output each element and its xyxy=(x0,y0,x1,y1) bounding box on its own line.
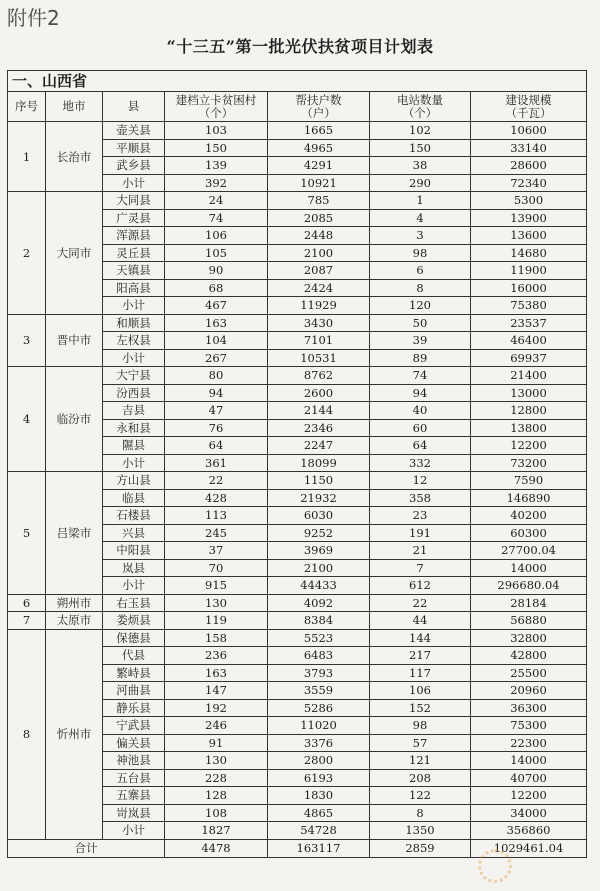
cell-villages: 70 xyxy=(165,559,268,577)
row-county: 娄烦县 xyxy=(103,612,165,630)
cell-households: 5523 xyxy=(268,629,370,647)
row-county: 五寨县 xyxy=(103,787,165,805)
cell-households: 1665 xyxy=(268,122,370,140)
subtotal-label: 小计 xyxy=(103,822,165,840)
row-county: 武乡县 xyxy=(103,157,165,175)
cell-scale: 28600 xyxy=(471,157,587,175)
row-county: 和顺县 xyxy=(103,314,165,332)
cell-households: 2085 xyxy=(268,209,370,227)
cell-households: 9252 xyxy=(268,524,370,542)
row-seq: 2 xyxy=(8,192,46,315)
cell-scale: 5300 xyxy=(471,192,587,210)
row-county: 岢岚县 xyxy=(103,804,165,822)
cell-stations: 117 xyxy=(370,664,471,682)
table-row xyxy=(8,367,587,385)
cell-villages: 119 xyxy=(165,612,268,630)
cell-households: 1830 xyxy=(268,787,370,805)
cell-households: 3559 xyxy=(268,682,370,700)
cell-stations: 191 xyxy=(370,524,471,542)
cell-households: 2346 xyxy=(268,419,370,437)
cell-households: 10531 xyxy=(268,349,370,367)
cell-stations: 6 xyxy=(370,262,471,280)
header-villages xyxy=(165,92,268,122)
cell-villages: 94 xyxy=(165,384,268,402)
row-county: 左权县 xyxy=(103,332,165,350)
cell-villages: 74 xyxy=(165,209,268,227)
cell-villages: 267 xyxy=(165,349,268,367)
province-heading: 一、山西省 xyxy=(8,71,587,92)
cell-households: 2087 xyxy=(268,262,370,280)
cell-scale: 27700.04 xyxy=(471,542,587,560)
cell-scale: 69937 xyxy=(471,349,587,367)
total-households: 163117 xyxy=(268,839,370,857)
cell-stations: 332 xyxy=(370,454,471,472)
attachment-label: 附件2 xyxy=(7,6,60,30)
row-county: 阳高县 xyxy=(103,279,165,297)
total-villages: 4478 xyxy=(165,839,268,857)
cell-households: 2800 xyxy=(268,752,370,770)
cell-scale: 75380 xyxy=(471,297,587,315)
row-county: 偏关县 xyxy=(103,734,165,752)
row-county: 隰县 xyxy=(103,437,165,455)
header-households xyxy=(268,92,370,122)
cell-scale: 146890 xyxy=(471,489,587,507)
row-seq: 7 xyxy=(8,612,46,630)
cell-scale: 12200 xyxy=(471,787,587,805)
cell-scale: 13800 xyxy=(471,419,587,437)
cell-households: 8762 xyxy=(268,367,370,385)
cell-stations: 22 xyxy=(370,594,471,612)
cell-villages: 103 xyxy=(165,122,268,140)
cell-villages: 108 xyxy=(165,804,268,822)
cell-scale: 13600 xyxy=(471,227,587,245)
row-county: 静乐县 xyxy=(103,699,165,717)
row-county: 中阳县 xyxy=(103,542,165,560)
cell-stations: 50 xyxy=(370,314,471,332)
cell-scale: 46400 xyxy=(471,332,587,350)
cell-households: 5286 xyxy=(268,699,370,717)
row-county: 五台县 xyxy=(103,769,165,787)
cell-households: 6483 xyxy=(268,647,370,665)
total-label: 合计 xyxy=(8,839,165,857)
row-city: 临汾市 xyxy=(46,367,103,472)
cell-households: 3969 xyxy=(268,542,370,560)
row-county: 汾西县 xyxy=(103,384,165,402)
cell-stations: 120 xyxy=(370,297,471,315)
cell-households: 7101 xyxy=(268,332,370,350)
cell-scale: 356860 xyxy=(471,822,587,840)
header-stations xyxy=(370,92,471,122)
row-county: 兴县 xyxy=(103,524,165,542)
cell-households: 4965 xyxy=(268,139,370,157)
header-stations-unit: （个） xyxy=(402,105,438,120)
row-county: 神池县 xyxy=(103,752,165,770)
cell-stations: 60 xyxy=(370,419,471,437)
cell-households: 2100 xyxy=(268,559,370,577)
table-row xyxy=(8,314,587,332)
cell-villages: 130 xyxy=(165,752,268,770)
cell-households: 11020 xyxy=(268,717,370,735)
cell-households: 1150 xyxy=(268,472,370,490)
cell-villages: 1827 xyxy=(165,822,268,840)
cell-villages: 228 xyxy=(165,769,268,787)
cell-villages: 64 xyxy=(165,437,268,455)
cell-stations: 64 xyxy=(370,437,471,455)
row-seq: 3 xyxy=(8,314,46,367)
cell-households: 6193 xyxy=(268,769,370,787)
table-row xyxy=(8,629,587,647)
cell-households: 785 xyxy=(268,192,370,210)
cell-households: 3376 xyxy=(268,734,370,752)
cell-villages: 245 xyxy=(165,524,268,542)
cell-villages: 467 xyxy=(165,297,268,315)
cell-stations: 152 xyxy=(370,699,471,717)
cell-scale: 23537 xyxy=(471,314,587,332)
cell-villages: 361 xyxy=(165,454,268,472)
row-county: 方山县 xyxy=(103,472,165,490)
cell-households: 6030 xyxy=(268,507,370,525)
cell-households: 18099 xyxy=(268,454,370,472)
cell-scale: 296680.04 xyxy=(471,577,587,595)
cell-villages: 113 xyxy=(165,507,268,525)
cell-stations: 217 xyxy=(370,647,471,665)
cell-stations: 106 xyxy=(370,682,471,700)
cell-villages: 91 xyxy=(165,734,268,752)
cell-villages: 246 xyxy=(165,717,268,735)
cell-households: 4092 xyxy=(268,594,370,612)
header-households-unit: （户） xyxy=(301,105,336,120)
document-title: “十三五”第一批光伏扶贫项目计划表 xyxy=(166,37,434,56)
subtotal-label: 小计 xyxy=(103,297,165,315)
cell-stations: 40 xyxy=(370,402,471,420)
cell-households: 2448 xyxy=(268,227,370,245)
cell-villages: 147 xyxy=(165,682,268,700)
table-header-row xyxy=(8,92,587,122)
cell-villages: 192 xyxy=(165,699,268,717)
row-city: 朔州市 xyxy=(46,594,103,612)
cell-villages: 163 xyxy=(165,664,268,682)
row-county: 永和县 xyxy=(103,419,165,437)
cell-villages: 158 xyxy=(165,629,268,647)
cell-households: 3793 xyxy=(268,664,370,682)
cell-stations: 358 xyxy=(370,489,471,507)
cell-households: 4865 xyxy=(268,804,370,822)
cell-villages: 915 xyxy=(165,577,268,595)
cell-scale: 7590 xyxy=(471,472,587,490)
cell-stations: 98 xyxy=(370,244,471,262)
cell-households: 10921 xyxy=(268,174,370,192)
subtotal-label: 小计 xyxy=(103,349,165,367)
cell-scale: 32800 xyxy=(471,629,587,647)
cell-stations: 38 xyxy=(370,157,471,175)
cell-villages: 163 xyxy=(165,314,268,332)
cell-scale: 28184 xyxy=(471,594,587,612)
subtotal-label: 小计 xyxy=(103,174,165,192)
row-city: 忻州市 xyxy=(46,629,103,839)
cell-stations: 121 xyxy=(370,752,471,770)
row-county: 大同县 xyxy=(103,192,165,210)
cell-stations: 23 xyxy=(370,507,471,525)
table-row xyxy=(8,192,587,210)
cell-stations: 57 xyxy=(370,734,471,752)
cell-households: 2247 xyxy=(268,437,370,455)
row-seq: 6 xyxy=(8,594,46,612)
row-county: 壶关县 xyxy=(103,122,165,140)
cell-stations: 8 xyxy=(370,804,471,822)
cell-stations: 74 xyxy=(370,367,471,385)
cell-scale: 40700 xyxy=(471,769,587,787)
header-county: 县 xyxy=(103,92,165,122)
cell-scale: 56880 xyxy=(471,612,587,630)
cell-stations: 122 xyxy=(370,787,471,805)
cell-stations: 612 xyxy=(370,577,471,595)
row-city: 太原市 xyxy=(46,612,103,630)
cell-villages: 47 xyxy=(165,402,268,420)
cell-households: 2144 xyxy=(268,402,370,420)
cell-households: 3430 xyxy=(268,314,370,332)
cell-scale: 20960 xyxy=(471,682,587,700)
cell-scale: 14680 xyxy=(471,244,587,262)
row-city: 大同市 xyxy=(46,192,103,315)
cell-scale: 73200 xyxy=(471,454,587,472)
row-county: 河曲县 xyxy=(103,682,165,700)
cell-scale: 14000 xyxy=(471,559,587,577)
row-seq: 5 xyxy=(8,472,46,595)
cell-scale: 40200 xyxy=(471,507,587,525)
row-county: 代县 xyxy=(103,647,165,665)
cell-households: 4291 xyxy=(268,157,370,175)
cell-scale: 34000 xyxy=(471,804,587,822)
table-row xyxy=(8,594,587,612)
cell-scale: 13900 xyxy=(471,209,587,227)
cell-villages: 105 xyxy=(165,244,268,262)
cell-stations: 7 xyxy=(370,559,471,577)
cell-stations: 44 xyxy=(370,612,471,630)
row-county: 吉县 xyxy=(103,402,165,420)
header-seq: 序号 xyxy=(8,92,46,122)
row-county: 临县 xyxy=(103,489,165,507)
cell-stations: 8 xyxy=(370,279,471,297)
cell-stations: 144 xyxy=(370,629,471,647)
sun-logo-icon xyxy=(478,849,512,883)
province-row xyxy=(8,71,587,92)
cell-scale: 33140 xyxy=(471,139,587,157)
row-county: 岚县 xyxy=(103,559,165,577)
row-city: 吕梁市 xyxy=(46,472,103,595)
header-villages-unit: （个） xyxy=(198,105,234,120)
header-villages-label: 建档立卡贫困村 xyxy=(175,92,257,107)
total-stations: 2859 xyxy=(370,839,471,857)
subtotal-label: 小计 xyxy=(103,577,165,595)
cell-stations: 3 xyxy=(370,227,471,245)
header-households-label: 帮扶户数 xyxy=(295,92,342,107)
cell-stations: 98 xyxy=(370,717,471,735)
cell-scale: 14000 xyxy=(471,752,587,770)
cell-scale: 12200 xyxy=(471,437,587,455)
cell-villages: 139 xyxy=(165,157,268,175)
cell-villages: 80 xyxy=(165,367,268,385)
subtotal-label: 小计 xyxy=(103,454,165,472)
cell-villages: 90 xyxy=(165,262,268,280)
cell-stations: 208 xyxy=(370,769,471,787)
table-row xyxy=(8,612,587,630)
cell-stations: 94 xyxy=(370,384,471,402)
cell-scale: 72340 xyxy=(471,174,587,192)
cell-households: 44433 xyxy=(268,577,370,595)
cell-scale: 22300 xyxy=(471,734,587,752)
header-city: 地市 xyxy=(46,92,103,122)
cell-villages: 76 xyxy=(165,419,268,437)
total-scale: 1029461.04 xyxy=(471,839,587,857)
cell-scale: 36300 xyxy=(471,699,587,717)
table-row xyxy=(8,122,587,140)
cell-scale: 25500 xyxy=(471,664,587,682)
row-county: 平顺县 xyxy=(103,139,165,157)
row-county: 广灵县 xyxy=(103,209,165,227)
row-county: 宁武县 xyxy=(103,717,165,735)
cell-stations: 89 xyxy=(370,349,471,367)
project-plan-table xyxy=(7,70,587,858)
cell-stations: 21 xyxy=(370,542,471,560)
cell-scale: 21400 xyxy=(471,367,587,385)
cell-villages: 392 xyxy=(165,174,268,192)
row-seq: 8 xyxy=(8,629,46,839)
cell-stations: 12 xyxy=(370,472,471,490)
row-county: 大宁县 xyxy=(103,367,165,385)
cell-scale: 42800 xyxy=(471,647,587,665)
cell-villages: 236 xyxy=(165,647,268,665)
cell-villages: 130 xyxy=(165,594,268,612)
row-county: 右玉县 xyxy=(103,594,165,612)
cell-stations: 1350 xyxy=(370,822,471,840)
cell-villages: 106 xyxy=(165,227,268,245)
cell-households: 8384 xyxy=(268,612,370,630)
cell-stations: 1 xyxy=(370,192,471,210)
header-scale xyxy=(471,92,587,122)
cell-households: 11929 xyxy=(268,297,370,315)
row-county: 石楼县 xyxy=(103,507,165,525)
row-seq: 4 xyxy=(8,367,46,472)
table-row xyxy=(8,472,587,490)
cell-stations: 39 xyxy=(370,332,471,350)
cell-villages: 128 xyxy=(165,787,268,805)
row-city: 晋中市 xyxy=(46,314,103,367)
cell-scale: 16000 xyxy=(471,279,587,297)
cell-households: 2100 xyxy=(268,244,370,262)
row-county: 天镇县 xyxy=(103,262,165,280)
row-city: 长治市 xyxy=(46,122,103,192)
cell-stations: 102 xyxy=(370,122,471,140)
header-scale-label: 建设规模 xyxy=(505,92,552,107)
cell-households: 2600 xyxy=(268,384,370,402)
table-body xyxy=(8,122,587,840)
row-county: 灵丘县 xyxy=(103,244,165,262)
cell-scale: 13000 xyxy=(471,384,587,402)
cell-villages: 150 xyxy=(165,139,268,157)
row-seq: 1 xyxy=(8,122,46,192)
cell-villages: 104 xyxy=(165,332,268,350)
cell-stations: 4 xyxy=(370,209,471,227)
cell-scale: 11900 xyxy=(471,262,587,280)
watermark-logo xyxy=(476,845,594,885)
cell-households: 54728 xyxy=(268,822,370,840)
row-county: 浑源县 xyxy=(103,227,165,245)
header-stations-label: 电站数量 xyxy=(397,92,443,107)
cell-stations: 150 xyxy=(370,139,471,157)
cell-villages: 428 xyxy=(165,489,268,507)
cell-scale: 12800 xyxy=(471,402,587,420)
row-county: 繁峙县 xyxy=(103,664,165,682)
header-scale-unit: （千瓦） xyxy=(505,105,552,120)
cell-scale: 75300 xyxy=(471,717,587,735)
cell-stations: 290 xyxy=(370,174,471,192)
row-county: 保德县 xyxy=(103,629,165,647)
cell-scale: 60300 xyxy=(471,524,587,542)
cell-scale: 10600 xyxy=(471,122,587,140)
cell-villages: 22 xyxy=(165,472,268,490)
cell-villages: 37 xyxy=(165,542,268,560)
cell-households: 21932 xyxy=(268,489,370,507)
cell-villages: 68 xyxy=(165,279,268,297)
cell-villages: 24 xyxy=(165,192,268,210)
cell-households: 2424 xyxy=(268,279,370,297)
